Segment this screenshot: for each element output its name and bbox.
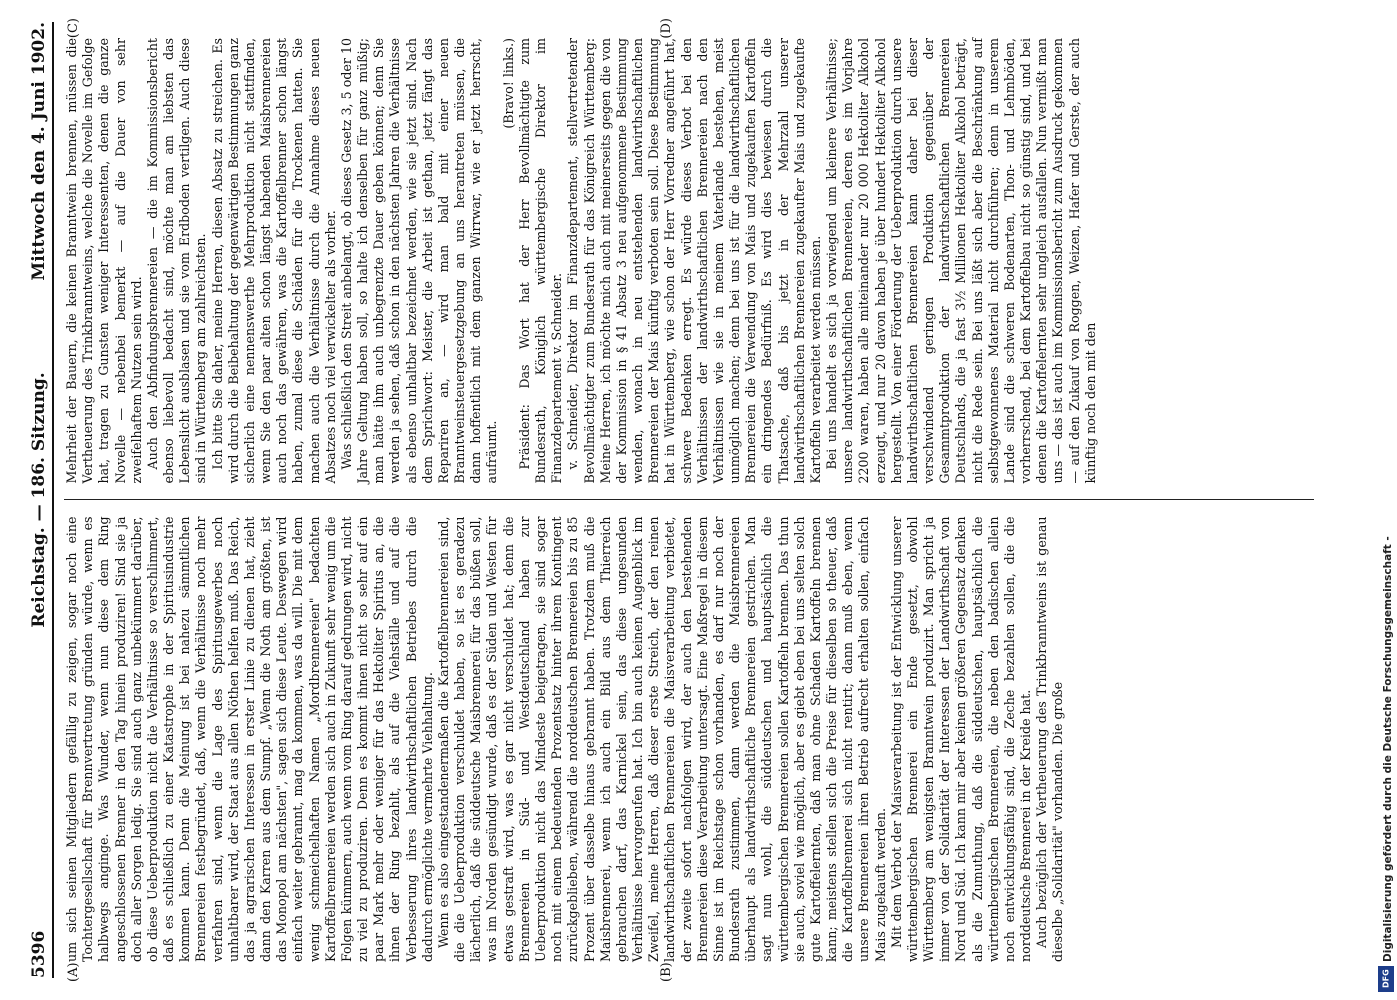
page-number: 5396 [29, 930, 49, 978]
margin-marker-d: (D) [659, 18, 674, 39]
page-title: Reichstag. — 186. Sitzung. [29, 372, 49, 628]
dfg-logo: DFG [1378, 966, 1394, 992]
column-divider [64, 500, 1314, 501]
page-date: Mittwoch den 4. Juni 1902. [29, 22, 49, 281]
left-column [64, 501, 1314, 979]
paragraph: Auch bezüglich der Vertheuerung des Trinkbranntweins ist genau dieselbe „Solidarität" vorhanden. Die große [1034, 516, 1066, 962]
text-columns [64, 18, 1314, 982]
page-header [20, 22, 54, 978]
digitization-credit: Digitalisierung gefördert durch die Deutsche Forschungsgemeinschaft - [1382, 536, 1394, 962]
margin-marker-a: (A) [66, 962, 81, 982]
paragraph: Was schließlich den Streit anbelangt, ob dieses Gesetz 3, 5 oder 10 Jahre Geltung haben soll, so halte ich denselben für ganz müßig; man hätte ihm auch unbegrenzte Dauer geben können; denn Sie werden ja sehen, daß schon in den nächsten Jahren die Verhältnisse als ebenso unhaltbar bezeichnet werden, wie sie jetzt sind. Nach dem Sprichwort: Meister, die Arbeit ist gethan, jetzt fängt das Repariren an, — wird man bald mit einer neuen Branntweinsteuergesetzgebung an uns herantreten müssen, die dann hoffentlich mit dem ganzen Wirrwar, wie er jetzt herrscht, aufräumt. [338, 38, 500, 484]
digitization-footer [1376, 0, 1396, 1000]
margin-marker-c: (C) [66, 18, 81, 39]
right-column [64, 22, 1314, 500]
paragraph: Präsident: Das Wort hat der Herr Bevollmächtigte zum Bundesrath, Königlich württembergische Direktor im Finanzdepartement v. Schneider. [516, 38, 565, 484]
paragraph: um sich seinen Mitgliedern gefällig zu zeigen, sogar noch eine Tochtergesellschaft für Brennvertretung gründen würde, wenn es halbwegs anginge. Was Wunder, wenn nun diese dem Ring angeschlossenen Brenner in den Tag hinein produziren! Sind sie ja doch aller Sorgen ledig. Sie sind auch ganz unbekümmert darüber, ob diese Ueberproduktion nicht die Verhältnisse so verschlimmert, daß es schließlich zu einer Katastrophe in der Spiritusindustrie kommen kann. Denn die Meinung ist bei nahezu sämmtlichen Brennereien festbegründet, daß, wenn die Verhältnisse noch mehr verfahren sind, wenn die Lage des Spiritusgewerbes noch unhaltbarer wird, der Staat aus allen Nöthen helfen muß. Das Reich, das ja agrarischen Interessen in erster Linie zu dienen hat, zieht dann den Karren aus dem Sumpf. „Wenn die Noth am größten, ist das Monopol am nächsten", sagen sich diese Leute. Deswegen wird einfach weiter gebrannt, mag da kommen, was da will. Die mit dem wenig schmeichelhaften Namen „Mordbrennereien" bedachten Kartoffelbrennereien werden sich auch in Zukunft sehr wenig um die Folgen kümmern, auch wenn vom Ring darauf gedrungen wird, nicht zu viel zu produziren. Denn es kommt ihnen nicht so sehr auf ein paar Mark mehr oder weniger für das Hektoliter Spiritus an, die ihnen der Ring bezahlt, als auf die Viehställe und auf die Verbesserung ihres landwirthschaftlichen Betriebes durch die dadurch ermöglichte vermehrte Viehhaltung. [64, 516, 435, 962]
paragraph: Auch den Abfindungsbrennereien — die im Kommissionsbericht ebenso liebevoll bedacht sind, möchte man am liebsten das Lebenslicht ausblasen und sie vom Erdboden vertilgen. Auch diese sind in Württemberg am zahlreichsten. [144, 38, 209, 484]
margin-marker-b: (B) [659, 962, 674, 982]
paragraph: Bei uns handelt es sich ja vorwiegend um kleinere Verhältnisse; unsere landwirthschaftlichen Brennereien, deren es im Vorjahre 2200 waren, haben alle miteinander nur 20 000 Hektoliter Alkohol erzeugt, und nur 20 davon haben je über hundert Hektoliter Alkohol hergestellt. Von einer Förderung der Ueberproduktion durch unsere landwirthschaftlichen Brennereien kann daher bei dieser verschwindend geringen Produktion gegenüber der Gesammtproduktion der landwirthschaftlichen Brennereien Deutschlands, die ja fast 3½ Millionen Hektoliter Alkohol beträgt, nicht die Rede sein. Bei uns läßt sich aber die Beschränkung auf selbstgewonnenes Material nicht durchführen; denn in unserem Lande sind die schweren Bodenarten, Thon- und Lehmböden, vorherrschend, bei dem Kartoffelbau nicht so günstig sind, und bei denen die Kartoffelernten sehr ungleich ausfallen. Nun vermißt man uns — das ist auch im Kommissionsbericht zum Ausdruck gekommen — auf den Zukauf von Roggen, Weizen, Hafer und Gerste, der auch künftig noch den mit den [824, 38, 1098, 484]
paragraph: Mit dem Verbot der Maisverarbeitung ist der Entwicklung unserer württembergischen Brennerei ein Ende gesetzt, obwohl Württemberg am wenigsten Branntwein produzirt. Man spricht ja immer von der Solidarität der Interessen der Landwirthschaft von Nord und Süd. Ich kann mir aber keinen größeren Gegensatz denken als die Zumuthung, daß die süddeutschen, hauptsächlich die württembergischen Brennereien, die neben den badischen allein noch entwicklungsfähig sind, die Zeche bezahlen sollen, die die norddeutsche Brennerei in der Kreide hat. [888, 516, 1034, 962]
paragraph: Wenn es also eingestandenermaßen die Kartoffelbrennereien sind, die die Ueberproduktion verschuldet haben, so ist es geradezu lächerlich, daß die süddeutsche Maisbrennerei für das büßen soll, was im Norden gesündigt wurde, daß es der Süden und Westen für etwas gestraft wird, was es gar nicht verschuldet hat; denn die Brennereien in Süd- und Westdeutschland haben zur Ueberproduktion nicht das Mindeste beigetragen, sie sind sogar noch mit einem bedeutenden Prozentsatz hinter ihrem Kontingent zurückgeblieben, während die norddeutschen Brennereien bis zu 85 Prozent über dasselbe hinaus gebrannt haben. Trotzdem muß die Maisbrennerei, wenn ich auch ein Bild aus dem Thierreich gebrauchen darf, das Karnickel sein, das diese ungesunden Verhältnisse hervorgerufen hat. Ich bin auch keinen Augenblick im Zweifel, meine Herren, daß dieser erste Streich, der den reinen landwirthschaftlichen Brennereien die Maisverarbeitung verbietet, der zweite sofort nachfolgen wird, der auch den bestehenden Brennereien diese Verarbeitung untersagt. Eine Maßregel in diesem Sinne ist im Reichstage schon vorhanden, es darf nur noch der Bundesrath zustimmen, dann werden die Maisbrennereien überhaupt als landwirthschaftliche Brennereien gestrichen. Man sagt nun wohl, die süddeutschen und hauptsächlich die württembergischen Brennereien sollen Kartoffeln brennen. Das thun sie auch, soviel wie möglich, aber es giebt eben bei uns selten solch gute Kartoffelernten, daß man ohne Schaden Kartoffeln brennen kann; meistens stellen sich die Preise für dieselben so theuer, daß die Kartoffelbrennerei sich nicht rentirt; dann muß eben, wenn unsere Brennereien ihren Betrieb aufrecht erhalten sollen, einfach Mais zugekauft werden. [435, 516, 888, 962]
newspaper-page [20, 0, 1330, 1000]
paragraph: Mehrheit der Bauern, die keinen Branntwein brennen, müssen die Vertheuerung des Trinkbranntweins, welche die Novelle im Gefolge hat, tragen zu Gunsten weniger Interessenten, denen die ganze Novelle — nebenbei bemerkt — auf die Dauer von sehr zweifelhaftem Nutzen sein wird. [64, 38, 144, 484]
interjection: (Bravo! links.) [500, 38, 516, 129]
paragraph: Ich bitte Sie daher, meine Herren, diesen Absatz zu streichen. Es wird durch die Beibehaltung der gegenwärtigen Bestimmungen ganz sicherlich eine nennenswerthe Mehrproduktion nicht stattfinden, wenn Sie den paar alten schon längst habenden Maisbrennereien auch noch das gewähren, was die Kartoffelbrenner schon längst haben, zumal diese die Schäden für die Trockenen hatten. Sie machen auch die Verhältnisse durch die Annahme dieses neuen Absatzes noch viel verwickelter als vorher. [209, 38, 338, 484]
paragraph: v. Schneider, Direktor im Finanzdepartement, stellvertretender Bevollmächtigter zum Bundesrath für das Königreich Württemberg: Meine Herren, ich möchte mich auch mit meinerseits gegen die von der Kommission in § 41 Absatz 3 neu aufgenommene Bestimmung wenden, wonach in neu entstehenden landwirthschaftlichen Brennereien der Mais künftig verboten sein soll. Diese Bestimmung hat in Württemberg, wie schon der Herr Vorredner angeführt hat, schwere Bedenken erregt. Es würde dieses Verbot bei den Verhältnissen der landwirthschaftlichen Brennereien nach den Verhältnissen wie sie in meinem Vaterlande bestehen, meist unmöglich machen; denn bei uns ist für die landwirthschaftlichen Brennereien die Verwendung von Mais und zugekauften Kartoffeln ein dringendes Bedürfniß. Es wird dies bewiesen durch die Thatsache, daß bis jetzt in der Mehrzahl unserer landwirthschaftlichen Brennereien zugekaufter Mais und zugekaufte Kartoffeln verarbeitet werden müssen. [565, 38, 823, 484]
